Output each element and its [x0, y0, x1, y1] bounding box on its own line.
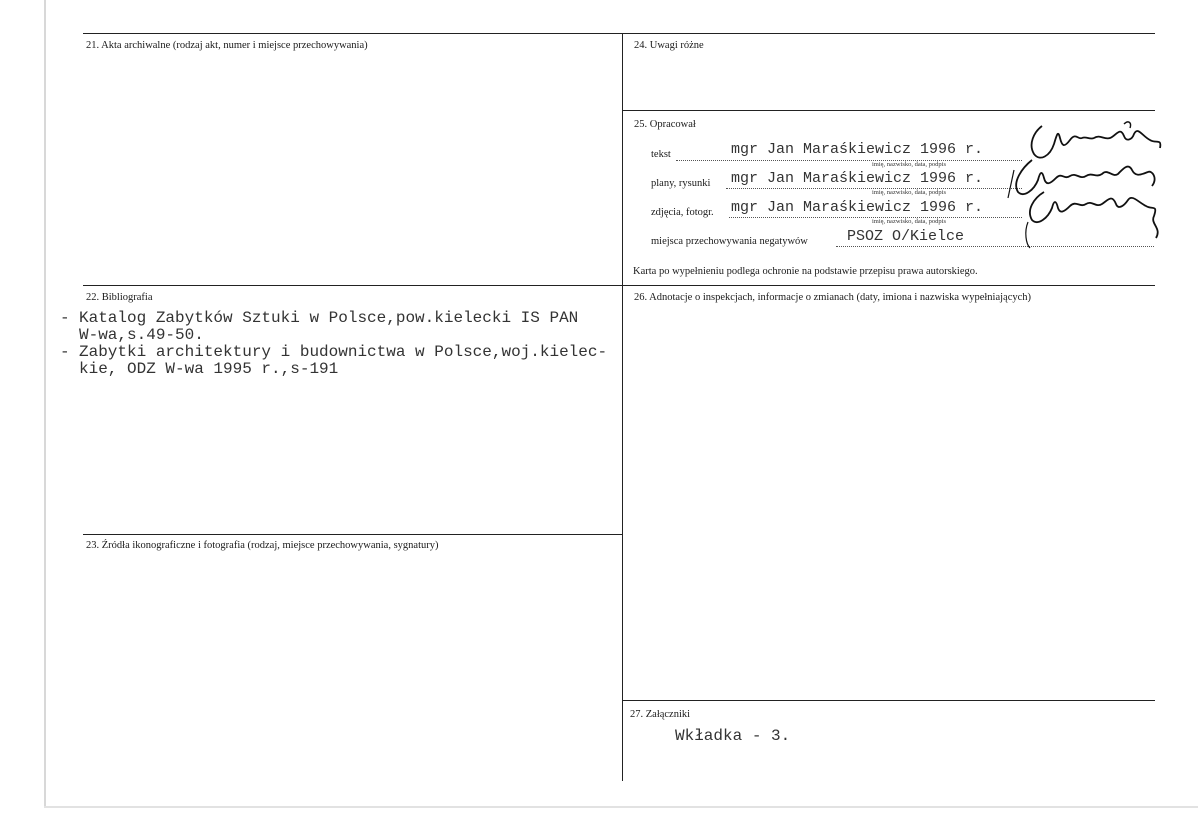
section-24-title: 24. Uwagi różne	[634, 40, 704, 51]
section-22-title: 22. Bibliografia	[86, 292, 153, 303]
center-divider	[622, 33, 623, 781]
negatives-value: PSOZ O/Kielce	[847, 228, 965, 245]
signature-photos-mark	[1018, 186, 1168, 252]
author-text-label: tekst	[651, 149, 671, 160]
author-plans-value: mgr Jan Maraśkiewicz 1996 r.	[731, 170, 984, 187]
section-25-title: 25. Opracował	[634, 119, 696, 130]
bibliography-entry-2-line-1: Zabytki architektury i budownictwa w Polsce,woj.kielec-	[79, 343, 608, 361]
page-edge-left	[44, 0, 46, 808]
copyright-note: Karta po wypełnieniu podlega ochronie na podstawie przepisu prawa autorskiego.	[633, 266, 978, 277]
section-26-title: 26. Adnotacje o inspekcjach, informacje o zmianach (daty, imiona i nazwiska wypełniających)	[634, 292, 1032, 303]
section-27-title: 27. Załączniki	[630, 709, 691, 720]
bibliography-bullet-2: -	[60, 343, 70, 361]
attachments-value: Wkładka - 3.	[675, 727, 791, 745]
bibliography-entry-2-line-2: kie, ODZ W-wa 1995 r.,s-191	[79, 360, 339, 378]
divider-26-27	[623, 700, 1155, 701]
author-plans-label: plany, rysunki	[651, 178, 711, 189]
divider-row-22	[83, 285, 1155, 286]
author-photos-value: mgr Jan Maraśkiewicz 1996 r.	[731, 199, 984, 216]
section-23-title: 23. Źródła ikonograficzne i fotografia (rodzaj, miejsce przechowywania, sygnatury)	[86, 540, 439, 551]
author-text-line	[676, 160, 1022, 161]
bibliography-bullet-1: -	[60, 309, 70, 327]
author-photos-caption: imię, nazwisko, data, podpis	[872, 218, 947, 225]
divider-24-25	[623, 110, 1155, 111]
bibliography-entry-1-line-2: W-wa,s.49-50.	[79, 326, 204, 344]
negatives-label: miejsca przechowywania negatywów	[651, 236, 808, 247]
author-plans-caption: imię, nazwisko, data, podpis	[872, 189, 947, 196]
divider-22-23	[83, 534, 622, 535]
page-edge-bottom	[44, 806, 1198, 808]
top-border	[83, 33, 1155, 34]
section-21-title: 21. Akta archiwalne (rodzaj akt, numer i miejsce przechowywania)	[86, 40, 368, 51]
bibliography-entry-1-line-1: Katalog Zabytków Sztuki w Polsce,pow.kielecki IS PAN	[79, 309, 579, 327]
author-text-value: mgr Jan Maraśkiewicz 1996 r.	[731, 141, 984, 158]
author-photos-label: zdjęcia, fotogr.	[651, 207, 714, 218]
author-text-caption: imię, nazwisko, data, podpis	[872, 161, 947, 168]
